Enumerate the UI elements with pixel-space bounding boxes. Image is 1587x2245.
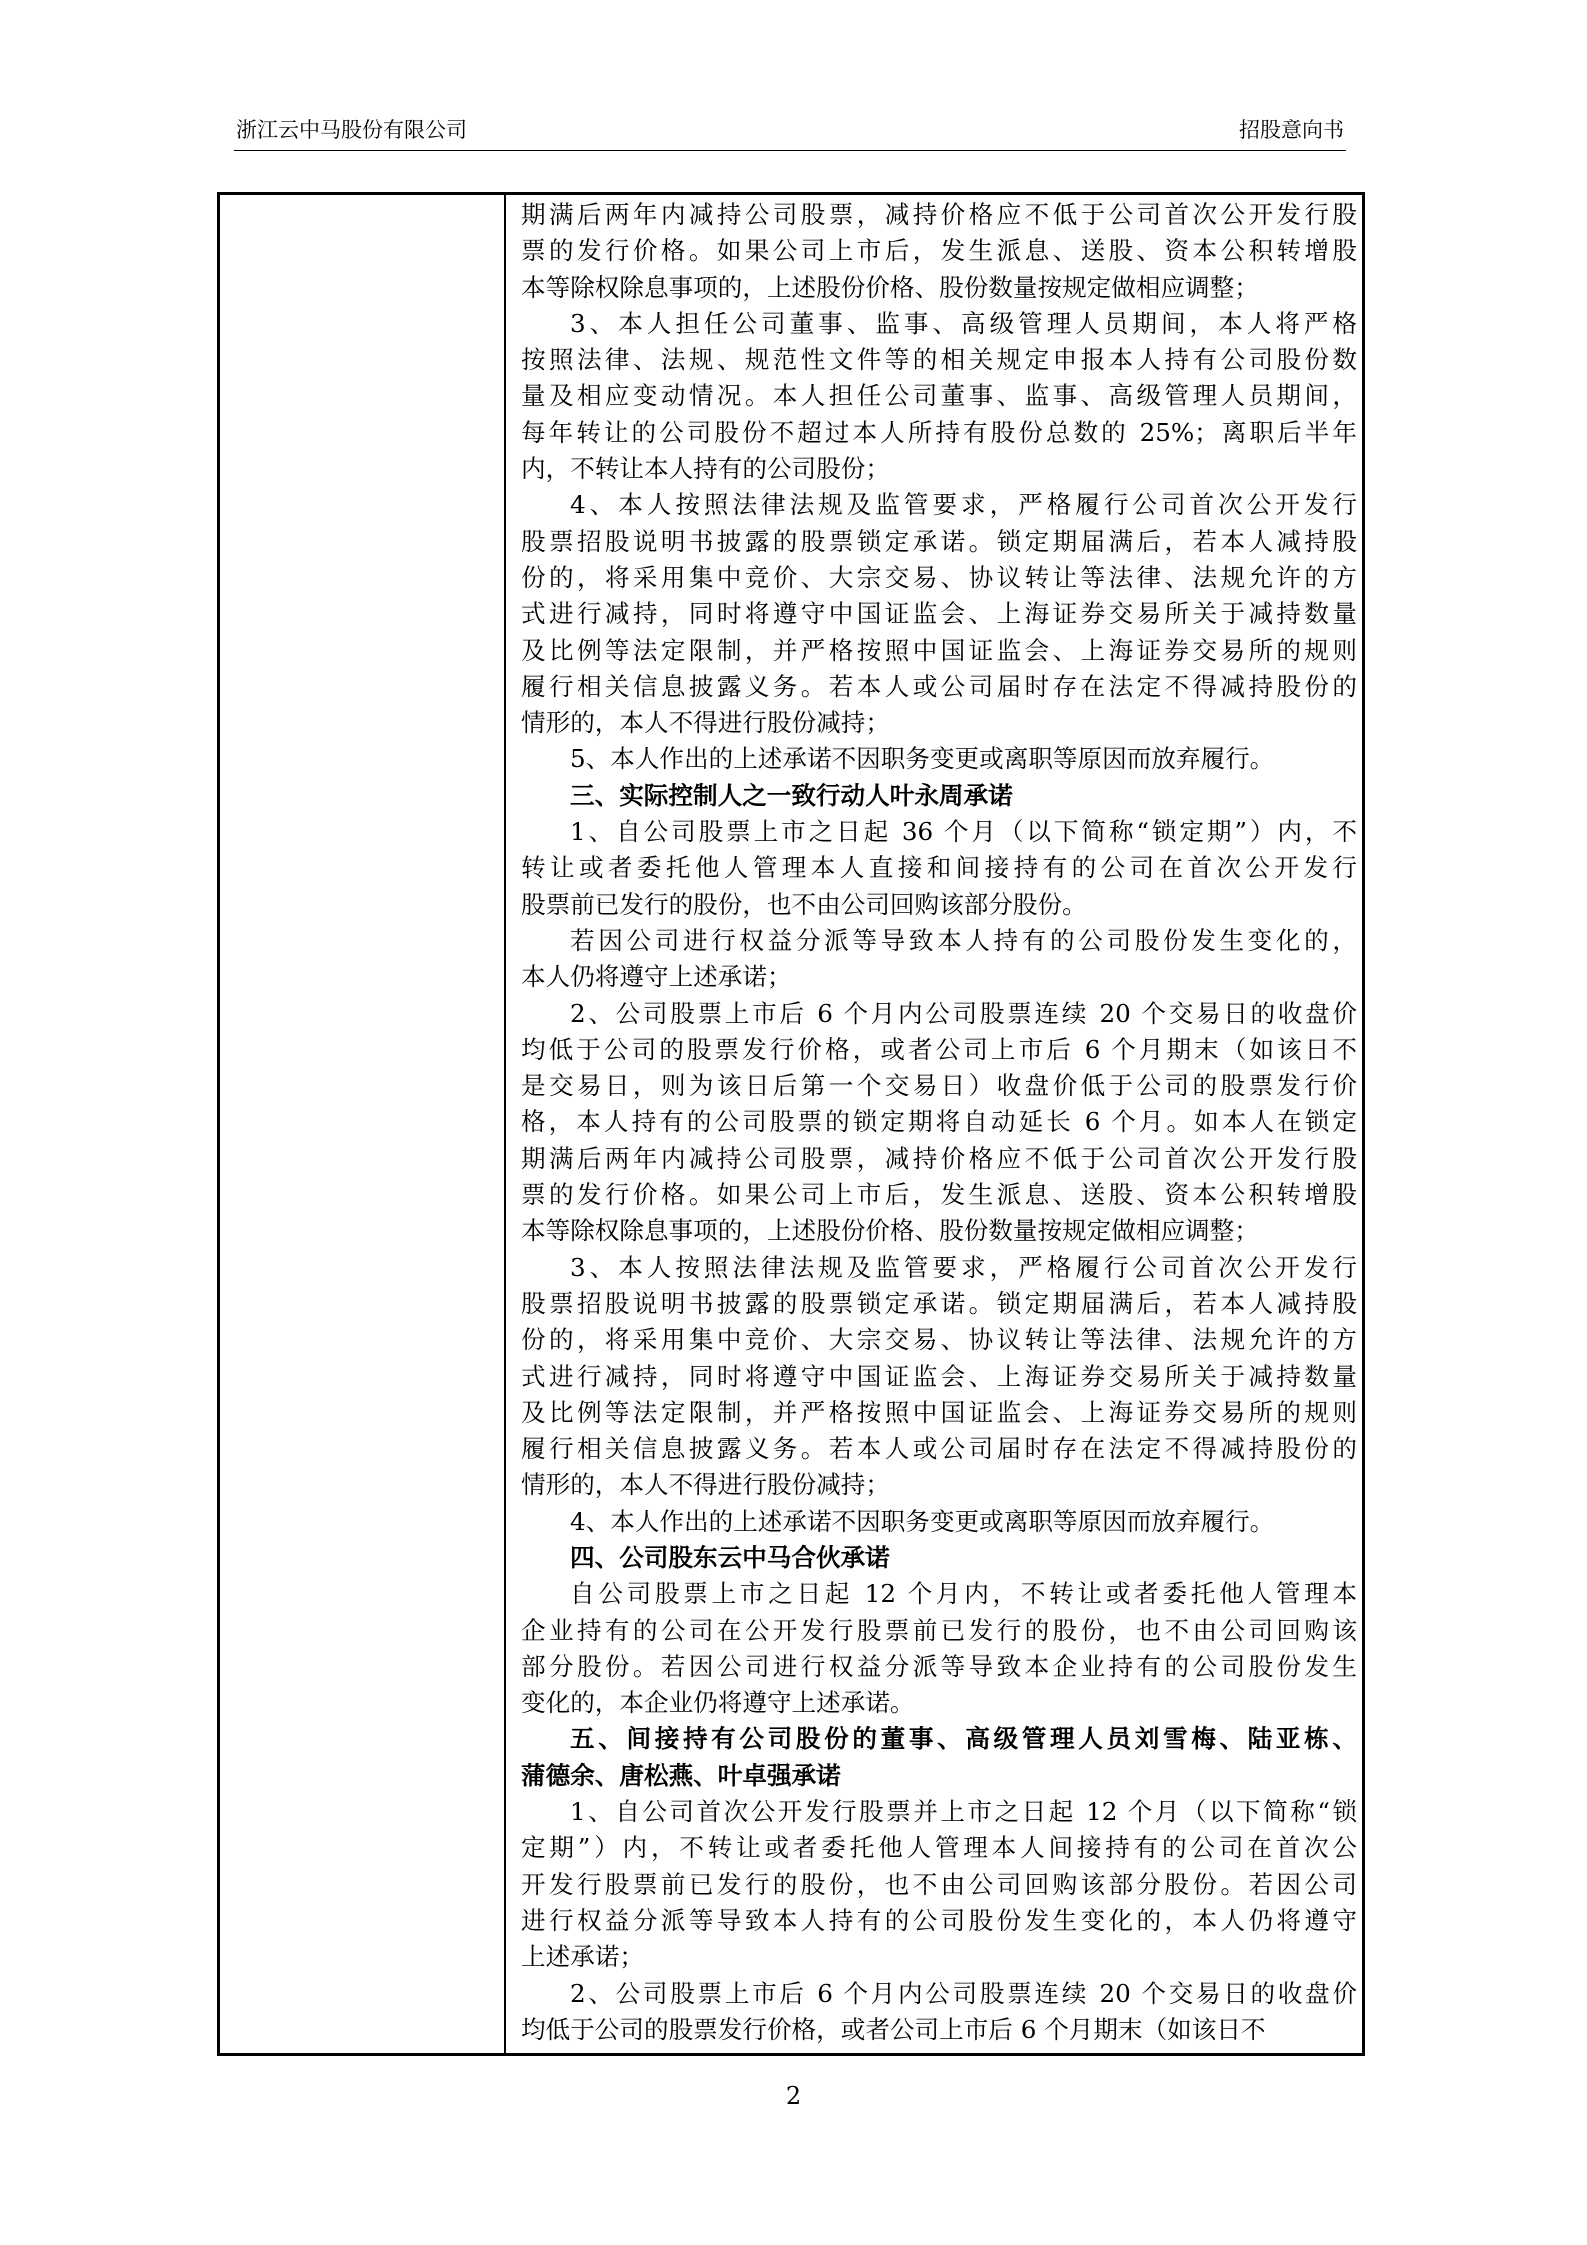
- paragraph: [521, 1794, 1357, 1975]
- text-line: 2、公司股票上市后 6 个月内公司股票连续 20 个交易日的收盘价: [570, 998, 1357, 1028]
- paragraph: [521, 814, 1357, 923]
- text-line: 按照法律、法规、规范性文件等的相关规定申报本人持有公司股份数: [521, 345, 1357, 375]
- paragraph: [521, 1250, 1357, 1504]
- text-line: 4、本人按照法律法规及监管要求，严格履行公司首次公开发行: [570, 490, 1357, 520]
- text-line: 3、本人担任公司董事、监事、高级管理人员期间，本人将严格: [570, 308, 1357, 338]
- text-line: 均低于公司的股票发行价格，或者公司上市后 6 个月期末（如该日不: [521, 2014, 1266, 2044]
- text-line: 股票招股说明书披露的股票锁定承诺。锁定期届满后，若本人减持股: [521, 526, 1357, 556]
- text-line: 变化的，本企业仍将遵守上述承诺。: [521, 1688, 915, 1718]
- document-type: 招股意向书: [1239, 118, 1344, 142]
- text-line: 情形的，本人不得进行股份减持；: [521, 1470, 890, 1500]
- section-heading: [521, 1721, 1357, 1794]
- page-number: 2: [785, 2082, 802, 2110]
- text-line: 票的发行价格。如果公司上市后，发生派息、送股、资本公积转增股: [521, 236, 1357, 266]
- text-line: 本人仍将遵守上述承诺；: [521, 962, 792, 992]
- text-line: 期满后两年内减持公司股票，减持价格应不低于公司首次公开发行股: [521, 1143, 1357, 1173]
- text-line: 转让或者委托他人管理本人直接和间接持有的公司在首次公开发行: [521, 853, 1357, 883]
- text-line: 期满后两年内减持公司股票，减持价格应不低于公司首次公开发行股: [521, 200, 1357, 229]
- text-line: 履行相关信息披露义务。若本人或公司届时存在法定不得减持股份的: [521, 671, 1357, 701]
- text-line: 份的，将采用集中竞价、大宗交易、协议转让等法律、法规允许的方: [521, 562, 1357, 592]
- paragraph: [521, 306, 1357, 487]
- text-line: 式进行减持，同时将遵守中国证监会、上海证券交易所关于减持数量: [521, 1361, 1357, 1391]
- text-line: 是交易日，则为该日后第一个交易日）收盘价低于公司的股票发行价: [521, 1071, 1357, 1101]
- text-line: 情形的，本人不得进行股份减持；: [521, 708, 890, 738]
- text-line: 履行相关信息披露义务。若本人或公司届时存在法定不得减持股份的: [521, 1434, 1357, 1464]
- column-divider: [504, 195, 506, 2053]
- paragraph: [521, 1504, 1357, 1540]
- text-line: 及比例等法定限制，并严格按照中国证监会、上海证券交易所的规则: [521, 1397, 1357, 1427]
- text-line: 2、公司股票上市后 6 个月内公司股票连续 20 个交易日的收盘价: [570, 1978, 1357, 2008]
- paragraph: [521, 197, 1357, 306]
- text-line: 均低于公司的股票发行价格，或者公司上市后 6 个月期末（如该日不: [521, 1034, 1357, 1064]
- section-heading: [521, 778, 1357, 814]
- text-line: 内，不转让本人持有的公司股份；: [521, 454, 890, 484]
- text-line: 五、间接持有公司股份的董事、高级管理人员刘雪梅、陆亚栋、: [570, 1724, 1357, 1754]
- text-line: 股票前已发行的股份，也不由公司回购该部分股份。: [521, 889, 1087, 919]
- text-line: 量及相应变动情况。本人担任公司董事、监事、高级管理人员期间，: [521, 381, 1357, 411]
- text-line: 自公司股票上市之日起 12 个月内，不转让或者委托他人管理本: [570, 1579, 1357, 1609]
- text-line: 定期”）内，不转让或者委托他人管理本人间接持有的公司在首次公: [521, 1833, 1357, 1863]
- paragraph: [521, 1576, 1357, 1721]
- paragraph: [521, 487, 1357, 741]
- paragraph: [521, 1976, 1357, 2049]
- text-line: 份的，将采用集中竞价、大宗交易、协议转让等法律、法规允许的方: [521, 1325, 1357, 1355]
- page-header: [234, 112, 1346, 151]
- text-line: 每年转让的公司股份不超过本人所持有股份总数的 25%；离职后半年: [521, 417, 1357, 447]
- paragraph: [521, 741, 1357, 777]
- section-heading: [521, 1540, 1357, 1576]
- text-line: 5、本人作出的上述承诺不因职务变更或离职等原因而放弃履行。: [570, 744, 1275, 774]
- text-line: 企业持有的公司在公开发行股票前已发行的股份，也不由公司回购该: [521, 1615, 1357, 1645]
- text-line: 票的发行价格。如果公司上市后，发生派息、送股、资本公积转增股: [521, 1180, 1357, 1210]
- paragraph: [521, 923, 1357, 996]
- text-line: 式进行减持，同时将遵守中国证监会、上海证券交易所关于减持数量: [521, 599, 1357, 629]
- text-line: 上述承诺；: [521, 1942, 644, 1972]
- text-line: 本等除权除息事项的，上述股份价格、股份数量按规定做相应调整；: [521, 272, 1259, 302]
- text-line: 股票招股说明书披露的股票锁定承诺。锁定期届满后，若本人减持股: [521, 1288, 1357, 1318]
- text-line: 若因公司进行权益分派等导致本人持有的公司股份发生变化的，: [570, 925, 1357, 955]
- commitment-content: [521, 195, 1357, 2048]
- text-line: 进行权益分派等导致本人持有的公司股份发生变化的，本人仍将遵守: [521, 1905, 1357, 1935]
- text-line: 蒲德余、唐松燕、叶卓强承诺: [521, 1760, 841, 1790]
- text-line: 及比例等法定限制，并严格按照中国证监会、上海证券交易所的规则: [521, 635, 1357, 665]
- text-line: 三、实际控制人之一致行动人叶永周承诺: [570, 780, 1013, 810]
- text-line: 四、公司股东云中马合伙承诺: [570, 1542, 890, 1572]
- text-line: 部分股份。若因公司进行权益分派等导致本企业持有的公司股份发生: [521, 1651, 1357, 1681]
- text-line: 格，本人持有的公司股票的锁定期将自动延长 6 个月。如本人在锁定: [521, 1107, 1357, 1137]
- commitment-table: [217, 192, 1365, 2056]
- text-line: 3、本人按照法律法规及监管要求，严格履行公司首次公开发行: [570, 1252, 1357, 1282]
- company-name: 浙江云中马股份有限公司: [236, 118, 467, 142]
- text-line: 本等除权除息事项的，上述股份价格、股份数量按规定做相应调整；: [521, 1216, 1259, 1246]
- paragraph: [521, 996, 1357, 1250]
- text-line: 4、本人作出的上述承诺不因职务变更或离职等原因而放弃履行。: [570, 1506, 1275, 1536]
- text-line: 开发行股票前已发行的股份，也不由公司回购该部分股份。若因公司: [521, 1869, 1357, 1899]
- text-line: 1、自公司股票上市之日起 36 个月（以下简称“锁定期”）内，不: [570, 817, 1357, 847]
- text-line: 1、自公司首次公开发行股票并上市之日起 12 个月（以下简称“锁: [570, 1797, 1357, 1827]
